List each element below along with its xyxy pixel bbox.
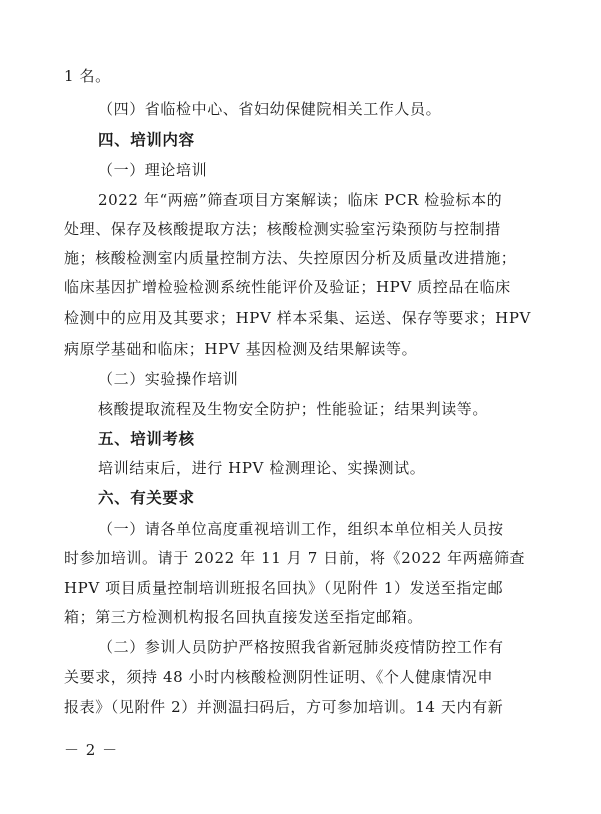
text-line: 临床基因扩增检验检测系统性能评价及验证；HPV 质控品在临床 — [64, 278, 511, 296]
text-line: （一）请各单位高度重视培训工作，组织本单位相关人员按 — [98, 520, 504, 538]
text-line: 处理、保存及核酸提取方法；核酸检测实验室污染预防与控制措 — [64, 220, 501, 238]
text-line: 检测中的应用及其要求；HPV 样本采集、运送、保存等要求；HPV — [64, 309, 531, 327]
text-line: 2022 年“两癌”筛查项目方案解读；临床 PCR 检验标本的 — [98, 191, 503, 209]
text-line: （二）参训人员防护严格按照我省新冠肺炎疫情防控工作有 — [98, 638, 504, 656]
section-heading: 四、培训内容 — [98, 131, 195, 149]
text-line: 核酸提取流程及生物安全防护；性能验证；结果判读等。 — [98, 400, 489, 418]
subsection-heading: （二）实验操作培训 — [98, 370, 239, 388]
subsection-heading: （一）理论培训 — [98, 161, 208, 179]
text-line: 报表》（见附件 2）并测温扫码后，方可参加培训。14 天内有新 — [64, 698, 504, 716]
text-line: 箱；第三方检测机构报名回执直接发送至指定邮箱。 — [64, 608, 423, 626]
text-line: 施；核酸检测室内质量控制方法、失控原因分析及质量改进措施； — [64, 249, 517, 267]
page-number: － 2 － — [64, 741, 119, 759]
text-line: HPV 项目质量控制培训班报名回执》（见附件 1）发送至指定邮 — [64, 579, 504, 597]
text-line: 培训结束后，进行 HPV 检测理论、实操测试。 — [98, 459, 426, 477]
text-line: 关要求，须持 48 小时内核酸检测阴性证明、《个人健康情况申 — [64, 668, 494, 686]
text-line: 病原学基础和临床；HPV 基因检测及结果解读等。 — [64, 340, 418, 358]
text-line: （四）省临检中心、省妇幼保健院相关工作人员。 — [98, 100, 442, 118]
section-heading: 六、有关要求 — [98, 489, 195, 507]
section-heading: 五、培训考核 — [98, 430, 195, 448]
text-line: 时参加培训。请于 2022 年 11 月 7 日前，将《2022 年两癌筛查 — [64, 549, 526, 567]
text-line: 1 名。 — [64, 67, 111, 85]
